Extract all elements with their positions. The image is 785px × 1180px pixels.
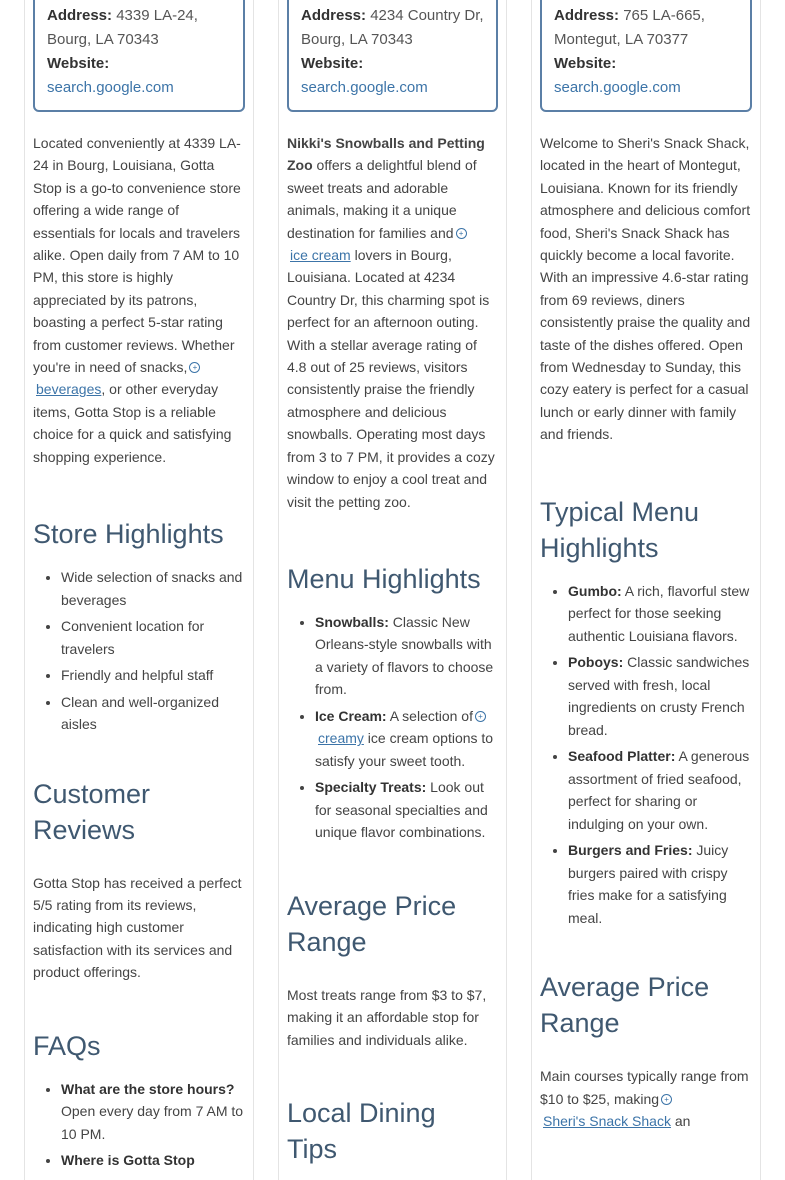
plus-circle-icon: + — [661, 1094, 672, 1105]
address-label: Address: — [301, 7, 367, 24]
average-price-heading: Average Price Range — [287, 890, 457, 957]
faqs-heading: FAQs — [33, 1030, 101, 1061]
list-item: • Snowballs: Classic New Orleans-style snowballs with a variety of flavors to choose from. — [315, 611, 498, 701]
listing-column-gotta-stop — [24, 0, 254, 1180]
beverages-link[interactable]: beverages — [36, 381, 102, 398]
address-value: 765 LA-665, Montegut, LA 70377 — [554, 7, 705, 48]
contact-card — [33, 0, 245, 112]
customer-reviews-heading: Customer Reviews — [33, 778, 151, 845]
typical-menu-heading: Typical Menu Highlights — [540, 496, 700, 563]
website-label: Website: — [47, 55, 110, 72]
address-value: 4339 LA-24, Bourg, LA 70343 — [47, 7, 198, 48]
ice-cream-link[interactable]: ice cream — [290, 247, 351, 264]
list-item: • Burgers and Fries: Juicy burgers paired with crispy fries make for a satisfying meal. — [568, 839, 752, 929]
list-item: • Specialty Treats: Look out for seasonal specialties and unique flavor combinations. — [315, 776, 498, 844]
creamy-link[interactable]: creamy — [318, 730, 364, 747]
store-highlights-list — [33, 566, 245, 736]
price-text: Main courses typically range from $10 to $25, making + Sheri's Snack Shack an — [540, 1068, 749, 1129]
list-item: • Ice Cream: A selection of + creamy ice cream options to satisfy your sweet tooth. — [315, 705, 498, 773]
plus-circle-icon: + — [475, 711, 486, 722]
website-link[interactable]: search.google.com — [47, 79, 174, 96]
faq-question: What are the store hours? — [61, 1080, 235, 1097]
list-item: • Seafood Platter: A generous assortment of fried seafood, perfect for sharing or indulging on your own. — [568, 745, 752, 835]
store-description: Located conveniently at 4339 LA-24 in Bourg, Louisiana, Gotta Stop is a go-to convenience store offering a wide range of essentials for locals and travelers alike. Open daily from 7 AM to 10 PM, this store is highly appreciated by its patrons, boasting a perfect 5-star rating from customer reviews. Whether you're in need of snacks, + beverages, or other everyday items, Gotta Stop is a reliable choice for a quick and satisfying shopping experience. — [33, 135, 241, 465]
list-item: • Friendly and helpful staff — [61, 664, 245, 687]
menu-highlights-heading: Menu Highlights — [287, 563, 481, 594]
address-value: 4234 Country Dr, Bourg, LA 70343 — [301, 7, 484, 48]
faq-item — [61, 1149, 245, 1172]
list-item: • Wide selection of snacks and beverages — [61, 566, 245, 611]
address-label: Address: — [47, 7, 113, 24]
faq-item — [61, 1078, 245, 1146]
contact-card — [540, 0, 752, 112]
sheris-snack-shack-link[interactable]: Sheri's Snack Shack — [543, 1113, 671, 1129]
plus-circle-icon: + — [189, 362, 200, 373]
store-description: Nikki's Snowballs and Petting Zoo offers a delightful blend of sweet treats and adorable animals, making it a unique destination for families and + ice cream lovers in Bourg, Louisiana. Located at 4234 Country Dr, this charming spot is perfect for an afternoon outing. With a stellar average rating of 4.8 out of 25 reviews, visitors consistently praise the friendly atmosphere and delicious snowballs. Operating most days from 3 to 7 PM, it provides a cozy window to enjoy a cool treat and visit the petting zoo. — [287, 135, 495, 510]
list-item: • Gumbo: A rich, flavorful stew perfect for those seeking authentic Louisiana flavors. — [568, 580, 752, 648]
plus-circle-icon: + — [456, 228, 467, 239]
store-highlights-heading: Store Highlights — [33, 519, 224, 550]
reviews-text: Gotta Stop has received a perfect 5/5 rating from its reviews, indicating high customer satisfaction with its services and product offerings. — [33, 874, 242, 981]
local-dining-tips-heading: Local Dining Tips — [287, 1098, 436, 1165]
contact-card — [287, 0, 498, 112]
price-text: Most treats range from $3 to $7, making it an affordable stop for families and individuals alike. — [287, 986, 487, 1048]
website-link[interactable]: search.google.com — [301, 79, 428, 96]
website-label: Website: — [554, 55, 617, 72]
menu-highlights-list — [540, 580, 752, 930]
listing-column-sheris-snack-shack — [531, 0, 761, 1180]
list-item: • Poboys: Classic sandwiches served with fresh, local ingredients on crusty French bread. — [568, 651, 752, 741]
website-label: Website: — [301, 55, 364, 72]
average-price-heading: Average Price Range — [540, 972, 710, 1039]
faq-answer: Open every day from 7 AM to 10 PM. — [61, 1103, 244, 1142]
listing-column-nikkis-snowballs — [278, 0, 507, 1180]
menu-highlights-list — [287, 611, 498, 844]
faq-question: Where is Gotta Stop — [61, 1152, 195, 1169]
store-description: Welcome to Sheri's Snack Shack, located in the heart of Montegut, Louisiana. Known for its friendly atmosphere and delicious comfort food, Sheri's Snack Shack has quickly become a local favorite. With an impressive 4.6-star rating from 69 reviews, diners consistently praise the quality and taste of the dishes offered. Open from Wednesday to Sunday, this cozy eatery is perfect for a casual lunch or early dinner with family and friends. — [540, 135, 751, 443]
faq-list — [33, 1078, 245, 1172]
website-link[interactable]: search.google.com — [554, 79, 681, 96]
store-name: Nikki's Snowballs and Petting Zoo — [287, 135, 485, 174]
address-label: Address: — [554, 7, 620, 24]
list-item: • Convenient location for travelers — [61, 615, 245, 660]
list-item: • Clean and well-organized aisles — [61, 691, 245, 736]
